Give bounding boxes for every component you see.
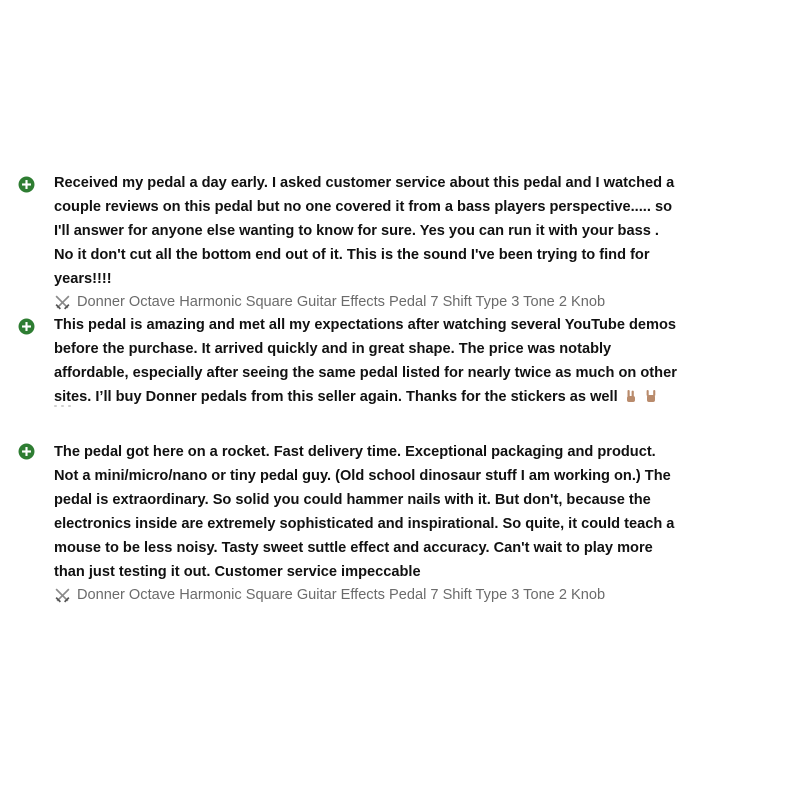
review-text (54, 313, 678, 409)
product-name: Donner Octave Harmonic Square Guitar Effects Pedal 7 Shift Type 3 Tone 2 Knob (77, 294, 606, 310)
review-item (18, 313, 678, 411)
review-text-body: This pedal is amazing and met all my expectations after watching several YouTube demos before the purchase. It arrived quickly and in great shape. The price was notably affordable, especially after seeing the same pedal listed for nearly twice as much on other sites. I’ll buy Donner pedals from this seller again. Thanks for the stickers as well (54, 317, 677, 405)
product-line (54, 291, 678, 313)
crossed-swords-icon (54, 294, 71, 311)
product-name: Donner Octave Harmonic Square Guitar Effects Pedal 7 Shift Type 3 Tone 2 Knob (77, 587, 606, 603)
plus-circle-icon[interactable] (18, 176, 35, 193)
review-text: Received my pedal a day early. I asked customer service about this pedal and I watched a couple reviews on this pedal but no one covered it from a bass players perspective..... so I'll answer for anyone else wanting to know for sure. Yes you can run it with your bass . No it don't cut all the bottom end out of it. This is the sound I've been trying to find for years!!!! (54, 175, 675, 287)
victory-hand-emoji-icon (624, 389, 638, 403)
product-line (54, 584, 678, 606)
plus-circle-icon[interactable] (18, 318, 35, 335)
review-text: The pedal got here on a rocket. Fast delivery time. Exceptional packaging and product. Not a mini/micro/nano or tiny pedal guy. (Old school dinosaur stuff I am working on.) The pedal is extraordinary. So solid you could hammer nails with it. But don't, because the electronics inside are extremely sophisticated and inspirational. So quite, it could teach a mouse to be less noisy. Tasty sweet suttle effect and accuracy. Can't wait to play more than just testing it out. Customer service impeccable (54, 444, 675, 580)
review-item (18, 440, 678, 606)
rock-on-hand-emoji-icon (644, 389, 658, 403)
plus-circle-icon[interactable] (18, 443, 35, 460)
crossed-swords-icon (54, 587, 71, 604)
review-item (18, 171, 678, 313)
